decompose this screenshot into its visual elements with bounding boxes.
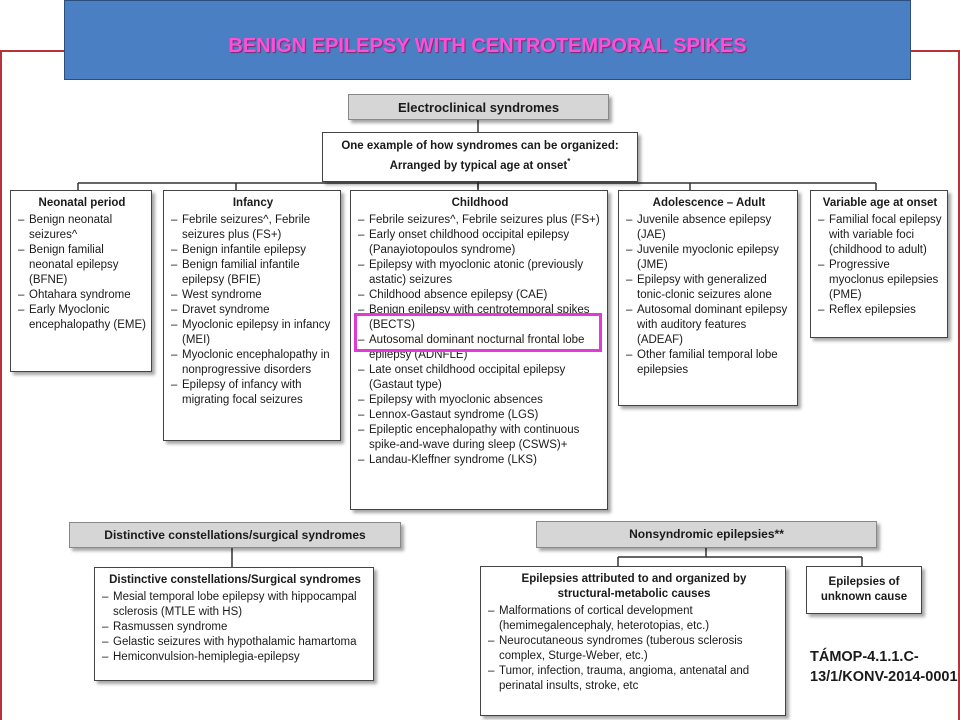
list-item: – Progressive myoclonus epilepsies (PME) [817,258,943,303]
list-item: – Epilepsy with generalized tonic-clonic seizures alone [625,273,793,303]
structural-title: Epilepsies attributed to and organized by structural-metabolic causes [521,573,747,600]
distinctive-node [94,567,374,681]
group-title: Childhood [451,197,509,209]
organization-line-2-text: Arranged by typical age at onset [389,159,568,172]
organization-mark: * [567,157,571,166]
list-item: – Familial focal epilepsy with variable foci (childhood to adult) [817,213,943,258]
group-title: Adolescence – Adult [652,197,766,209]
list-item: – Epilepsy with myoclonic absences [357,393,603,408]
list-item: – Rasmussen syndrome [101,620,369,635]
list-item: – Epilepsy with myoclonic atonic (previously astatic) seizures [357,258,603,288]
list-item: – Juvenile absence epilepsy (JAE) [625,213,793,243]
project-reference: TÁMOP-4.1.1.C-13/1/KONV-2014-0001 [810,649,958,685]
group-title: Infancy [232,197,274,209]
distinctive-items [101,590,369,665]
bects-highlight [354,313,602,352]
unknown-cause-node [806,566,922,614]
list-item: – Benign familial infantile epilepsy (BFIE) [170,258,336,288]
group-items [170,213,336,408]
root-label: Electroclinical syndromes [397,99,560,115]
list-item: – Early Myoclonic encephalopathy (EME) [17,303,147,333]
list-item: – Mesial temporal lobe epilepsy with hippocampal sclerosis (MTLE with HS) [101,590,369,620]
group-title: Variable age at onset [822,197,938,209]
list-item: – Juvenile myoclonic epilepsy (JME) [625,243,793,273]
list-item: – Benign infantile epilepsy [170,243,336,258]
list-item: – Febrile seizures^, Febrile seizures plus (FS+) [357,213,603,228]
list-item: – Late onset childhood occipital epilepsy (Gastaut type) [357,363,603,393]
group-variable-age [810,190,948,338]
group-items [625,213,793,378]
slide-title: BENIGN EPILEPSY WITH CENTROTEMPORAL SPIKES [228,35,747,57]
list-item: – Gelastic seizures with hypothalamic hamartoma [101,635,369,650]
list-item: – Other familial temporal lobe epilepsies [625,348,793,378]
list-item: – Myoclonic encephalopathy in nonprogressive disorders [170,348,336,378]
list-item: – Landau-Kleffner syndrome (LKS) [357,453,603,468]
group-neonatal [10,190,152,372]
group-title: Neonatal period [38,197,126,209]
list-item: – West syndrome [170,288,336,303]
list-item: – Febrile seizures^, Febrile seizures plus (FS+) [170,213,336,243]
distinctive-title: Distinctive constellations/Surgical syndromes [109,574,361,586]
organization-node [322,132,638,182]
list-item: – Autosomal dominant epilepsy with auditory features (ADEAF) [625,303,793,348]
unknown-cause-label: Epilepsies of unknown cause [820,576,908,603]
list-item: – Benign familial neonatal epilepsy (BFNE) [17,243,147,288]
list-item: – Dravet syndrome [170,303,336,318]
list-item-bects: – Benign epilepsy with centrotemporal spikes (BECTS) [357,303,603,333]
list-item: – Childhood absence epilepsy (CAE) [357,288,603,303]
group-adolescence-adult [618,190,798,406]
list-item: – Hemiconvulsion-hemiplegia-epilepsy [101,650,369,665]
list-item: – Neurocutaneous syndromes (tuberous sclerosis complex, Sturge-Weber, etc.) [487,634,781,664]
group-items [817,213,943,318]
organization-line-2 [323,154,637,174]
list-item: – Benign neonatal seizures^ [17,213,147,243]
group-infancy [163,190,341,441]
list-item: – Autosomal dominant nocturnal frontal lobe epilepsy (ADNFLE) [357,333,603,363]
distinctive-header [69,522,401,548]
list-item: – Ohtahara syndrome [17,288,147,303]
root-node [348,94,609,120]
structural-items [487,604,781,694]
list-item: – Lennox-Gastaut syndrome (LGS) [357,408,603,423]
distinctive-header-label: Distinctive constellations/surgical syndromes [104,527,366,542]
nonsyndromic-header-label: Nonsyndromic epilepsies** [629,527,784,541]
group-items [17,213,147,333]
list-item: – Reflex epilepsies [817,303,943,318]
list-item: – Epilepsy of infancy with migrating focal seizures [170,378,336,408]
list-item: – Malformations of cortical development (hemimegalencephaly, heterotopias, etc.) [487,604,781,634]
list-item: – Early onset childhood occipital epilepsy (Panayiotopoulos syndrome) [357,228,603,258]
list-item: – Epileptic encephalopathy with continuous spike-and-wave during sleep (CSWS)+ [357,423,603,453]
organization-line-1: One example of how syndromes can be organized: [341,140,619,152]
nonsyndromic-header [536,521,877,548]
list-item: – Tumor, infection, trauma, angioma, antenatal and perinatal insults, stroke, etc [487,664,781,694]
list-item: – Myoclonic epilepsy in infancy (MEI) [170,318,336,348]
structural-node [480,566,786,716]
